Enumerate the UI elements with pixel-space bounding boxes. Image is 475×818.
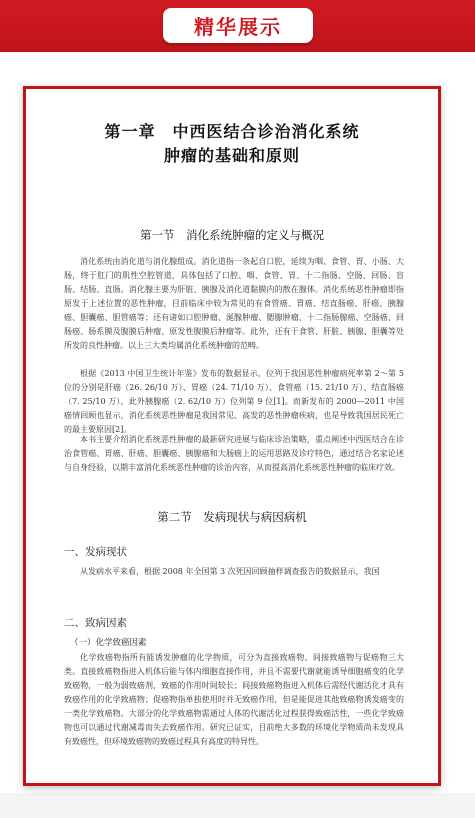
section2-title: 第二节 发病现状与病因病机 [157,510,307,524]
paragraph-incidence: 从发病水平来看，根据 2008 年全国第 3 次死因回顾抽样调查报告的数据显示，我国 [80,567,380,576]
heading-chemical-factors: （一）化学致癌因素 [70,638,147,648]
heading-incidence: 一、发病现状 [64,546,127,558]
section1-title: 第一节 消化系统肿瘤的定义与概况 [140,228,324,242]
heading-causes: 二、致病因素 [64,617,127,629]
banner-label: 精华展示 [194,15,282,39]
paragraph-digestive-system: 消化系统由消化道与消化腺组成。消化道指一条起自口腔，延续为咽、食管、胃、小肠、大肠，终于肛门的肌性空腔管道，具体包括了口腔、咽、食管、胃、十二指肠、空肠、回肠、盲肠、结肠、直肠。消化腺主要为肝脏、胰腺及消化道黏膜内的散在腺体。消化系统恶性肿瘤即指原发于上述位置的恶性肿瘤，目前临床中较为常见的有食管癌、胃癌、结直肠癌、肝癌、胰腺癌、胆囊癌、胆管癌等；还有诸如口腔肿瘤、涎腺肿瘤、腮腺肿瘤、十二指肠腺癌、空肠癌、回肠癌、肠系膜及腹膜后肿瘤、原发性腹膜后肿瘤等。此外，还有于食管、肝脏、胰腺、胆囊等处所发的良性肿瘤。以上三大类均属消化系统肿瘤的范畴。 [64,257,404,350]
paragraph-statistics: 根据《2013 中国卫生统计年鉴》发布的数据显示，位列于我国恶性肿瘤病死率第 2～第 5 位的分别是肝癌（26. 26/10 万）、胃癌（24. 71/10 万）、食管癌（15. 21/10 万）、结直肠癌（7. 25/10 万），此外胰腺癌（2. 62/10 万）位列第 9 位[1]。而新发布的 2000—2011 中国癌情回顾也显示，消化系统恶性肿瘤是我国常见、高发的恶性肿瘤疾病，也是导致我国居民死亡的最主要原因[2]。 [64,369,404,434]
chapter-title-line1: 第一章 中西医结合诊治消化系统 [104,122,360,141]
chapter-title-line2: 肿瘤的基础和原则 [163,146,300,165]
footer-band [0,793,475,818]
featured-banner [163,8,313,43]
book-page [23,86,441,786]
paragraph-chemical-carcinogens: 化学致癌物指所有能诱发肿瘤的化学物质，可分为直接致癌物、间接致癌物与促癌物三大类。直接致癌物指进入机体后能与体内细胞直接作用，并且不需要代谢就能诱导细胞癌变的化学致癌物，一般为弱致癌剂，致癌的作用时间较长；间接致癌物指进入机体后需经代谢活化才具有致癌作用的化学致癌物；促癌物指单独使用时并无致癌作用，但是能促进其他致癌物诱发癌变的一类化学致癌物。大部分的化学致癌物需通过人体的代谢活化过程获得致癌活性，一些化学致癌物也可以通过代谢减毒而失去致癌作用。研究已证实，目前绝大多数的环境化学物质尚未发现具有致癌性，但环境致癌物的致癌过程具有高度的特异性。 [64,653,404,746]
paragraph-book-intro: 本书主要介绍消化系统恶性肿瘤的最新研究进展与临床诊治策略，重点阐述中西医结合在诊治食管癌、胃癌、肝癌、胆囊癌、胰腺癌和大肠癌上的运用思路及诊疗特色，通过结合名家论述与自身经验，以期丰富消化系统恶性肿瘤的诊治内容，从而提高消化系统恶性肿瘤的临床疗效。 [64,435,404,472]
